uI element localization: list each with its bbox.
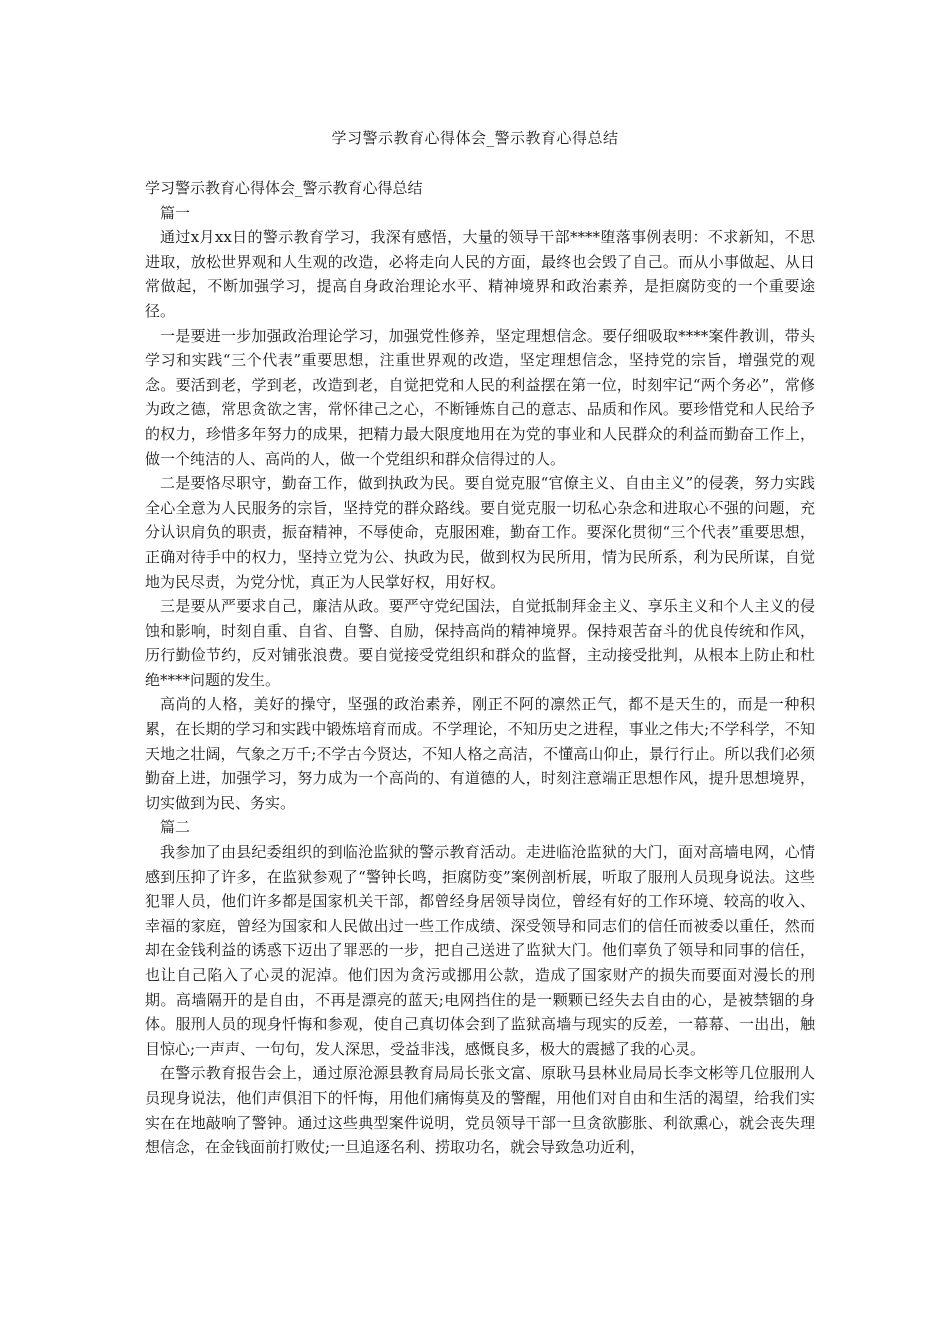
section-heading-1: 篇一 [160,203,191,222]
document-body [145,176,815,1160]
paragraph: 通过x月xx日的警示教育学习，我深有感悟，大量的领导干部****堕落事例表明：不求新知，不思进取，放松世界观和人生观的改造，必将走向人民的方面，最终也会毁了自己。而从小事做起、从日常做起，不断加强学习，提高自身政治理论水平、精神境界和政治素养，是拒腐防变的一个重要途径。 [145,228,815,320]
page-title: 学习警示教育心得体会_警示教育心得总结 [331,129,619,147]
document-subtitle: 学习警示教育心得体会_警示教育心得总结 [145,179,423,197]
paragraph: 二是要恪尽职守，勤奋工作，做到执政为民。要自觉克服“官僚主义、自由主义”的侵袭，努力实践全心全意为人民服务的宗旨，坚持党的群众路线。要自觉克服一切私心杂念和进取心不强的问题，充分认识肩负的职责，振奋精神，不辱使命，克服困难，勤奋工作。要深化贯彻“三个代表”重要思想，正确对待手中的权力，坚持立党为公、执政为民，做到权为民所用，情为民所系，利为民所谋，自觉地为民尽责，为党分忧，真正为人民掌好权，用好权。 [145,474,815,591]
paragraph: 在警示教育报告会上，通过原沧源县教育局局长张文富、原耿马县林业局局长李文彬等几位服刑人员现身说法，他们声俱泪下的忏悔，用他们痛悔莫及的警醒，用他们对自由和生活的渴望，给我们实实在在地敲响了警钟。通过这些典型案件说明，党员领导干部一旦贪欲膨胀、利欲熏心，就会丧失理想信念，在金钱面前打败仗;一旦追逐名利、捞取功名，就会导致急功近利， [145,1064,815,1157]
paragraph: 一是要进一步加强政治理论学习，加强党性修养，坚定理想信念。要仔细吸取****案件教训，带头学习和实践“三个代表”重要思想，注重世界观的改造，坚定理想信念，坚持党的宗旨，增强党的观念。要活到老，学到老，改造到老，自觉把党和人民的利益摆在第一位，时刻牢记“两个务必”，常修为政之德，常思贪欲之害，常怀律己之心，不断锤炼自己的意志、品质和作风。要珍惜党和人民给予的权力，珍惜多年努力的成果，把精力最大限度地用在为党的事业和人民群众的利益而勤奋工作上，做一个纯洁的人、高尚的人，做一个党组织和群众信得过的人。 [145,326,815,468]
section-heading-2: 篇二 [160,818,191,837]
paragraph: 三是要从严要求自己，廉洁从政。要严守党纪国法，自觉抵制拜金主义、享乐主义和个人主义的侵蚀和影响，时刻自重、自省、自警、自励，保持高尚的精神境界。保持艰苦奋斗的优良传统和作风，历行勤俭节约，反对铺张浪费。要自觉接受党组织和群众的监督，主动接受批判，从根本上防止和杜绝****问题的发生。 [145,597,815,689]
paragraph: 我参加了由县纪委组织的到临沧监狱的警示教育活动。走进临沧监狱的大门，面对高墙电网，心情感到压抑了许多，在监狱参观了“警钟长鸣，拒腐防变”案例剖析展，听取了服刑人员现身说法。这些犯罪人员，他们许多都是国家机关干部，都曾经身居领导岗位，曾经有好的工作环境、较高的收入、幸福的家庭，曾经为国家和人民做出过一些工作成绩、深受领导和同志们的信任而被委以重任，然而却在金钱利益的诱惑下迈出了罪恶的一步，把自己送进了监狱大门。他们辜负了领导和同事的信任，也让自己陷入了心灵的泥淖。他们因为贪污或挪用公款，造成了国家财产的损失而要面对漫长的刑期。高墙隔开的是自由，不再是漂亮的蓝天;电网挡住的是一颗颗已经失去自由的心，是被禁锢的身体。服刑人员的现身忏悔和参观，使自己真切体会到了监狱高墙与现实的反差，一幕幕、一出出，触目惊心;一声声、一句句，发人深思，受益非浅，感慨良多，极大的震撼了我的心灵。 [145,843,815,1058]
paragraph: 高尚的人格，美好的操守，坚强的政治素养，刚正不阿的凛然正气，都不是天生的，而是一种积累，在长期的学习和实践中锻炼培育而成。不学理论，不知历史之进程，事业之伟大;不学科学，不知天地之壮阔，气象之万千;不学古今贤达，不知人格之高洁，不懂高山仰止，景行行止。所以我们必须勤奋上进，加强学习，努力成为一个高尚的、有道德的人，时刻注意端正思想作风，提升思想境界，切实做到为民、务实。 [145,695,815,812]
